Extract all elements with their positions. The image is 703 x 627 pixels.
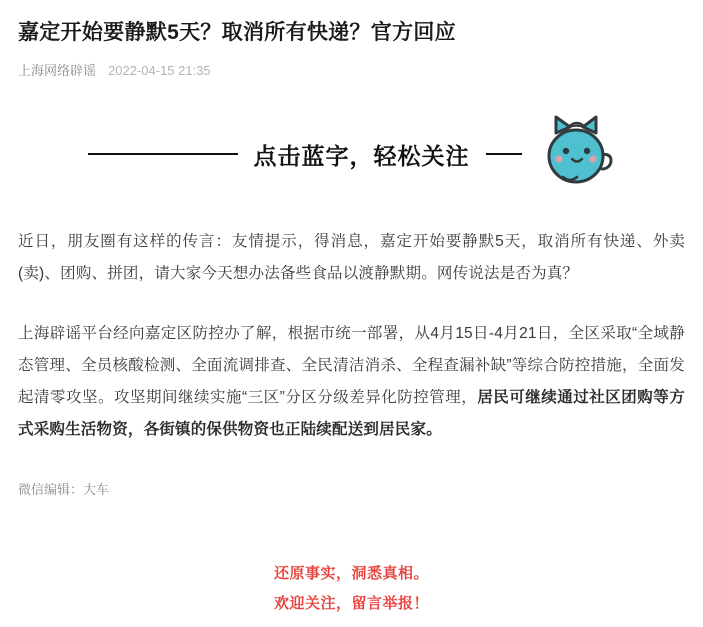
footer-line-1: 还原事实，洞悉真相。	[273, 565, 429, 582]
article-paragraph-2	[18, 318, 685, 446]
article-date: 2022-04-15 21:35	[108, 63, 211, 78]
editor-credit: 微信编辑：大车	[18, 482, 110, 497]
page-title: 嘉定开始要静默5天？取消所有快递？官方回应	[18, 21, 456, 44]
banner-text: 点击蓝字，轻松关注	[253, 142, 470, 169]
banner-divider-left	[88, 153, 238, 155]
cat-avatar-icon	[530, 111, 616, 197]
article-meta	[18, 62, 685, 80]
paragraph-2-emphasis: 居民可继续通过社区团购等方式采购生活物资，各街镇的保供物资也正陆续配送到居民家。	[18, 389, 686, 438]
footer-slogan	[0, 559, 703, 619]
article-source: 上海网络辟谣	[18, 63, 97, 78]
banner-divider-right	[486, 153, 522, 155]
paragraph-2-text: 上海辟谣平台经向嘉定区防控办了解，根据市统一部署，从4月15日-4月21日，全区采取“全域静态管理、全员核酸检测、全面流调排查、全民清洁消杀、全程查漏补缺”等综合防控措施，全面发起清零攻坚。攻坚期间继续实施“三区”分区分级差异化防控管理，	[18, 325, 685, 406]
footer-line-2: 欢迎关注，留言举报！	[273, 595, 429, 612]
follow-banner	[18, 108, 685, 200]
article-paragraph-1: 近日，朋友圈有这样的传言：友情提示，得消息，嘉定开始要静默5天，取消所有快递、外卖(卖)、团购、拼团，请大家今天想办法备些食品以渡静默期。网传说法是否为真？	[18, 233, 685, 282]
